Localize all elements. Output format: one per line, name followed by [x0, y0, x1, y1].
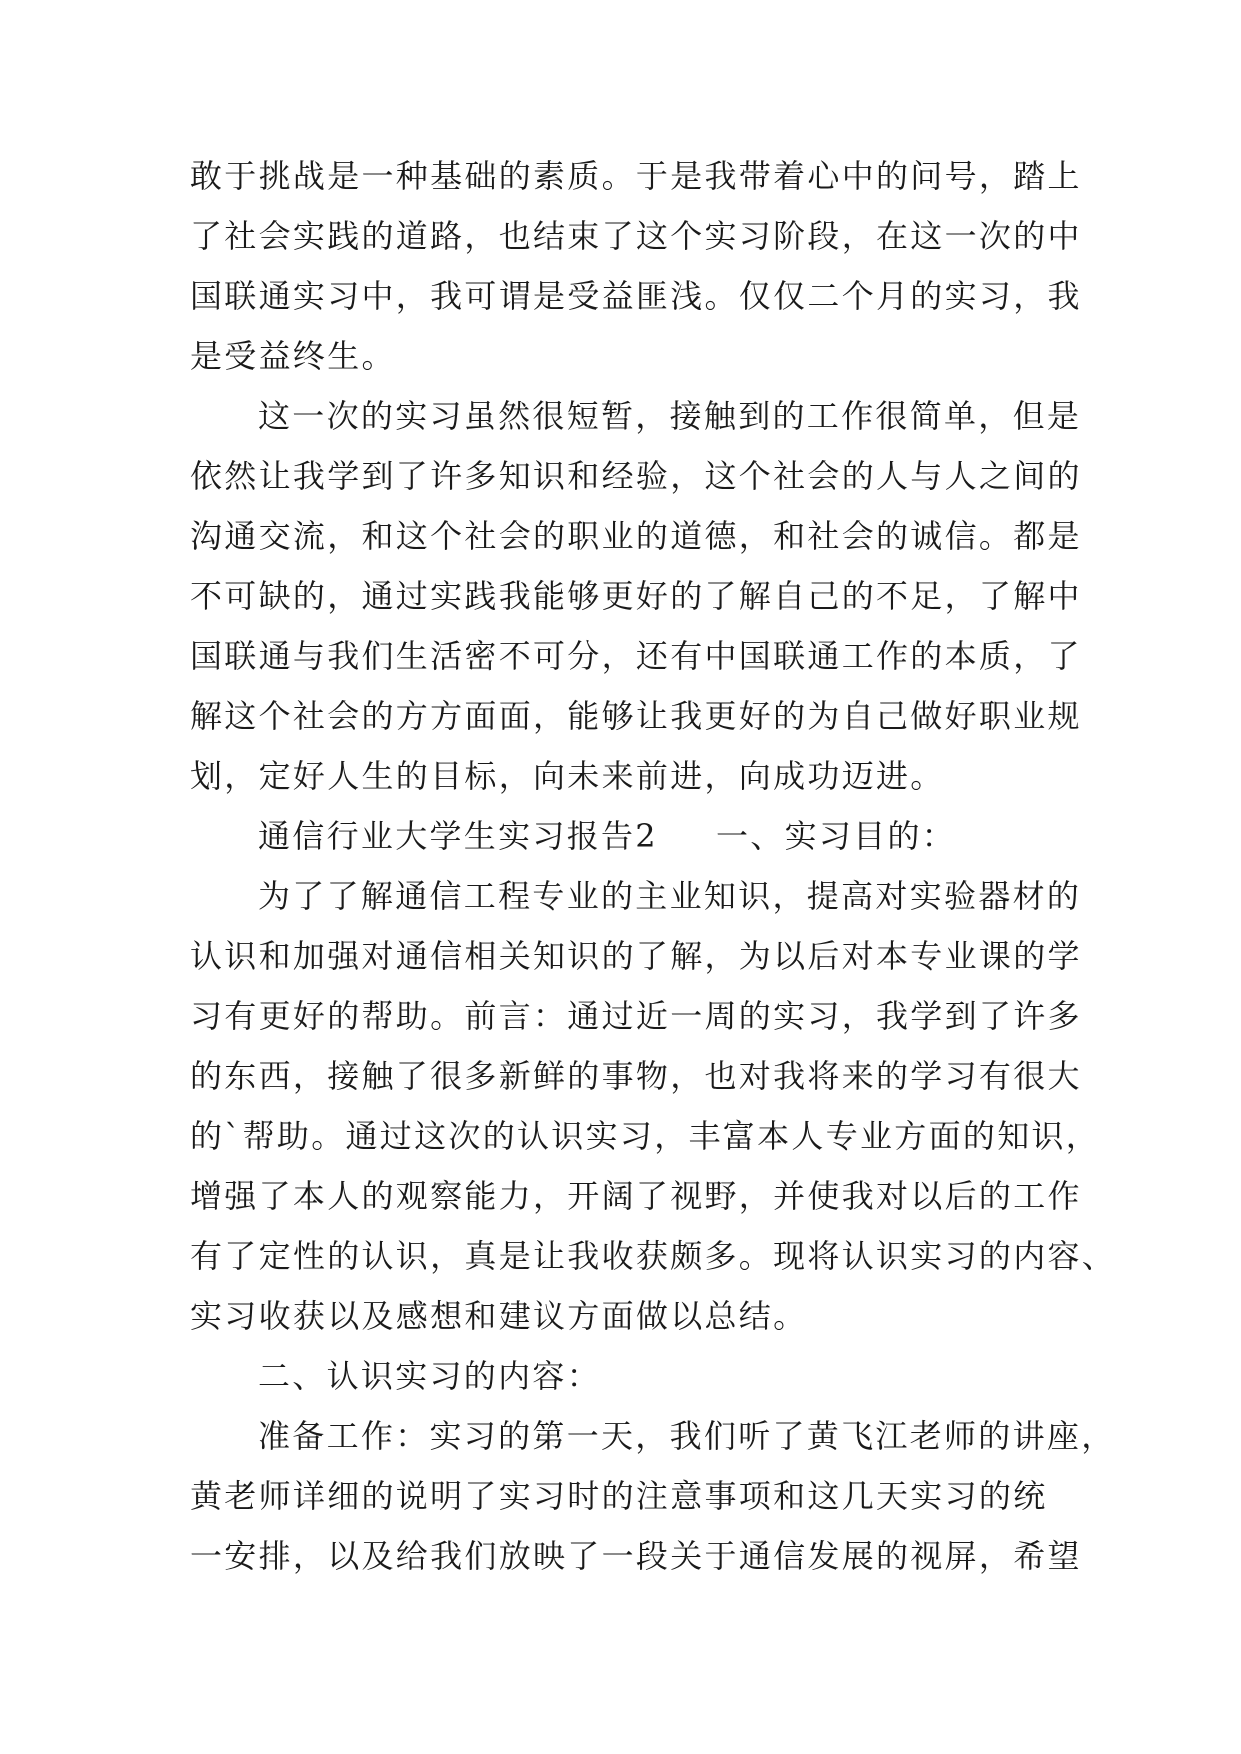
text-line: 认识和加强对通信相关知识的了解，为以后对本专业课的学 [190, 937, 1082, 975]
text-line: 划，定好人生的目标，向未来前进，向成功迈进。 [190, 757, 945, 795]
text-line: 为了了解通信工程专业的主业知识，提高对实验器材的 [258, 877, 1082, 915]
paragraph [190, 866, 1117, 1346]
text-line: 的东西，接触了很多新鲜的事物，也对我将来的学习有很大 [190, 1057, 1082, 1095]
text-line: 增强了本人的观察能力，开阔了视野，并使我对以后的工作 [190, 1177, 1082, 1215]
paragraph [190, 1346, 1050, 1406]
report-title: 通信行业大学生实习报告2 [258, 817, 658, 855]
text-line: 不可缺的，通过实践我能够更好的了解自己的不足，了解中 [190, 577, 1082, 615]
section-heading [190, 806, 1050, 866]
text-line: 实习收获以及感想和建议方面做以总结。 [190, 1297, 808, 1335]
text-line: 了社会实践的道路，也结束了这个实习阶段，在这一次的中 [190, 217, 1082, 255]
section-heading-line: 二、认识实习的内容： [258, 1357, 602, 1395]
text-line: 沟通交流，和这个社会的职业的道德，和社会的诚信。都是 [190, 517, 1082, 555]
text-line: 国联通与我们生活密不可分，还有中国联通工作的本质，了 [190, 637, 1082, 675]
document-body [190, 146, 1117, 1586]
text-line: 敢于挑战是一种基础的素质。于是我带着心中的问号，踏上 [190, 157, 1082, 195]
paragraph [190, 1406, 1116, 1586]
text-line: 解这个社会的方方面面，能够让我更好的为自己做好职业规 [190, 697, 1082, 735]
text-line: 准备工作：实习的第一天，我们听了黄飞江老师的讲座， [258, 1417, 1116, 1455]
text-line: 一安排，以及给我们放映了一段关于通信发展的视屏，希望 [190, 1537, 1082, 1575]
text-line: 依然让我学到了许多知识和经验，这个社会的人与人之间的 [190, 457, 1082, 495]
paragraph [190, 386, 1082, 806]
text-line: 黄老师详细的说明了实习时的注意事项和这几天实习的统 [190, 1477, 1048, 1515]
text-line: 是受益终生。 [190, 337, 396, 375]
text-line: 这一次的实习虽然很短暂，接触到的工作很简单，但是 [258, 397, 1082, 435]
text-line: 习有更好的帮助。前言：通过近一周的实习，我学到了许多 [190, 997, 1082, 1035]
section-title: 一、实习目的： [715, 817, 957, 855]
text-line: 国联通实习中，我可谓是受益匪浅。仅仅二个月的实习，我 [190, 277, 1082, 315]
text-line: 的`帮助。通过这次的认识实习，丰富本人专业方面的知识， [190, 1117, 1101, 1155]
paragraph [190, 146, 1082, 386]
text-line: 有了定性的认识，真是让我收获颇多。现将认识实习的内容、 [190, 1237, 1117, 1275]
